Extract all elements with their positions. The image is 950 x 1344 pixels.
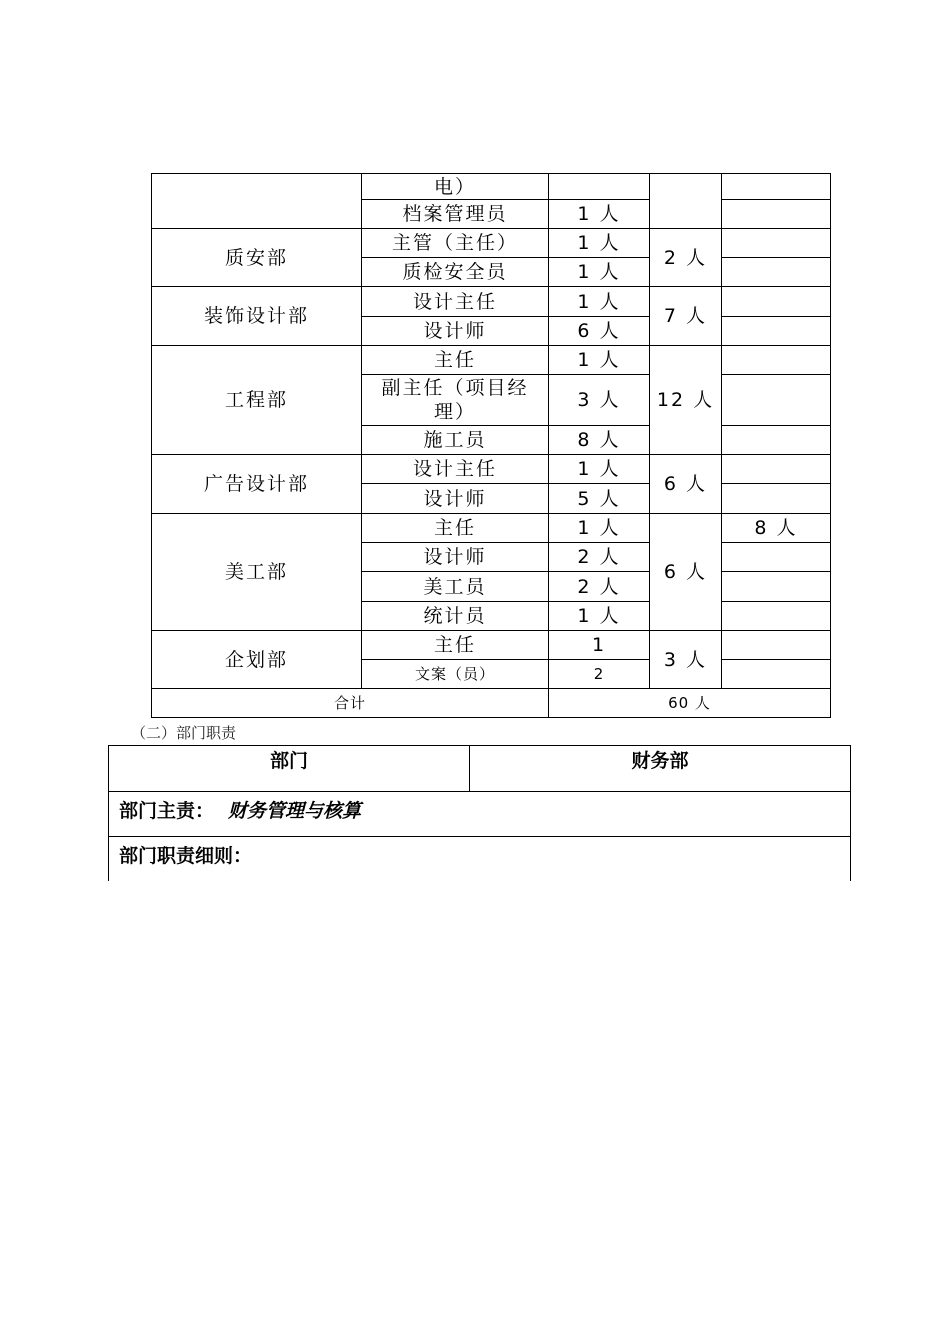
table-row xyxy=(152,346,831,375)
extra-cell xyxy=(722,174,831,200)
position-cell: 档案管理员 xyxy=(362,200,549,229)
table-row xyxy=(152,174,831,200)
count-cell xyxy=(549,174,650,200)
table-row xyxy=(152,514,831,543)
count-cell: 2 人 xyxy=(549,572,650,602)
position-cell: 质检安全员 xyxy=(362,258,549,287)
count-cell: 1 xyxy=(549,631,650,660)
table-total-row xyxy=(152,689,831,718)
main-duty-label: 部门主责： xyxy=(119,800,215,822)
table-row xyxy=(152,287,831,317)
dept-value: 财务部 xyxy=(470,746,851,792)
extra-cell xyxy=(722,543,831,572)
main-duty-cell xyxy=(109,792,851,837)
count-cell: 1 人 xyxy=(549,602,650,631)
main-duty-value: 财务管理与核算 xyxy=(228,800,362,822)
total-value: 60 人 xyxy=(549,689,831,718)
extra-cell: 8 人 xyxy=(722,514,831,543)
dept-label: 部门 xyxy=(109,746,470,792)
count-cell: 1 人 xyxy=(549,229,650,258)
dept-cell: 美工部 xyxy=(152,514,362,631)
dept-cell: 工程部 xyxy=(152,346,362,455)
position-cell: 主任 xyxy=(362,514,549,543)
table-row xyxy=(109,792,851,837)
detail-label: 部门职责细则： xyxy=(109,837,851,881)
extra-cell xyxy=(722,229,831,258)
dept-cell xyxy=(152,174,362,229)
count-cell: 1 人 xyxy=(549,514,650,543)
table-row xyxy=(109,837,851,881)
count-cell: 1 人 xyxy=(549,200,650,229)
extra-cell xyxy=(722,287,831,317)
extra-cell xyxy=(722,455,831,484)
position-cell: 文案（员） xyxy=(362,660,549,689)
position-cell: 设计主任 xyxy=(362,287,549,317)
dept-cell: 质安部 xyxy=(152,229,362,287)
position-cell: 设计师 xyxy=(362,543,549,572)
dept-total-cell xyxy=(650,174,722,229)
section-heading: （二）部门职责 xyxy=(131,724,237,742)
position-cell: 主任 xyxy=(362,631,549,660)
count-cell: 1 人 xyxy=(549,287,650,317)
count-cell: 1 人 xyxy=(549,455,650,484)
dept-cell: 装饰设计部 xyxy=(152,287,362,346)
position-cell: 主任 xyxy=(362,346,549,375)
duty-table xyxy=(108,745,851,881)
table-row xyxy=(109,746,851,792)
dept-total-cell: 3 人 xyxy=(650,631,722,689)
extra-cell xyxy=(722,258,831,287)
count-cell: 6 人 xyxy=(549,317,650,346)
count-cell: 2 xyxy=(549,660,650,689)
count-cell: 5 人 xyxy=(549,484,650,514)
count-cell: 2 人 xyxy=(549,543,650,572)
position-cell: 副主任（项目经理） xyxy=(362,375,549,426)
extra-cell xyxy=(722,631,831,660)
dept-cell: 企划部 xyxy=(152,631,362,689)
dept-total-cell: 12 人 xyxy=(650,346,722,455)
count-cell: 1 人 xyxy=(549,258,650,287)
staff-table xyxy=(151,173,831,718)
table-row xyxy=(152,455,831,484)
dept-total-cell: 6 人 xyxy=(650,514,722,631)
extra-cell xyxy=(722,660,831,689)
position-cell: 美工员 xyxy=(362,572,549,602)
extra-cell xyxy=(722,484,831,514)
dept-total-cell: 7 人 xyxy=(650,287,722,346)
extra-cell xyxy=(722,375,831,426)
extra-cell xyxy=(722,317,831,346)
total-label: 合计 xyxy=(152,689,549,718)
position-cell: 设计主任 xyxy=(362,455,549,484)
table-row xyxy=(152,229,831,258)
count-cell: 8 人 xyxy=(549,426,650,455)
position-cell: 设计师 xyxy=(362,484,549,514)
extra-cell xyxy=(722,200,831,229)
position-cell: 设计师 xyxy=(362,317,549,346)
dept-total-cell: 6 人 xyxy=(650,455,722,514)
position-cell: 统计员 xyxy=(362,602,549,631)
position-cell: 施工员 xyxy=(362,426,549,455)
dept-cell: 广告设计部 xyxy=(152,455,362,514)
extra-cell xyxy=(722,602,831,631)
position-cell: 主管（主任） xyxy=(362,229,549,258)
position-cell: 电） xyxy=(362,174,549,200)
dept-total-cell: 2 人 xyxy=(650,229,722,287)
extra-cell xyxy=(722,346,831,375)
table-row xyxy=(152,631,831,660)
count-cell: 3 人 xyxy=(549,375,650,426)
extra-cell xyxy=(722,572,831,602)
count-cell: 1 人 xyxy=(549,346,650,375)
extra-cell xyxy=(722,426,831,455)
